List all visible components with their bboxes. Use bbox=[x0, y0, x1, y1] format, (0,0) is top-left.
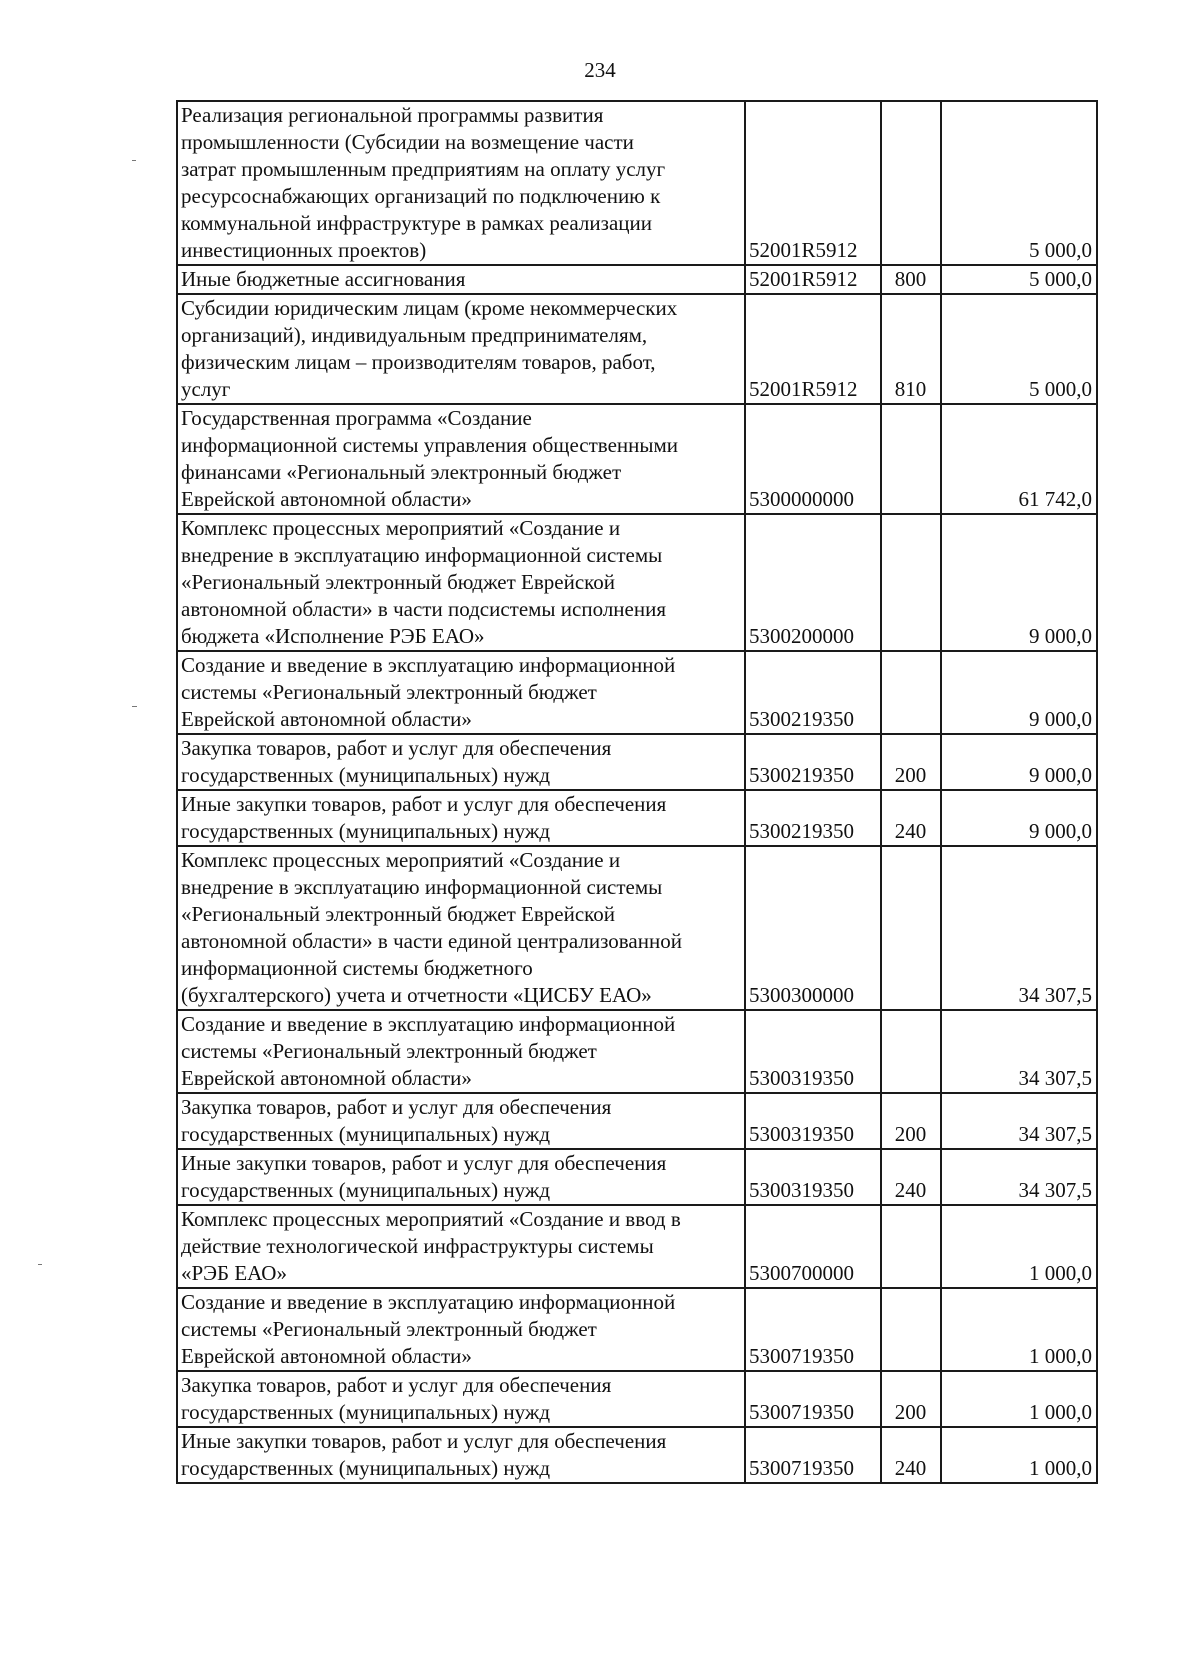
row-code-cell: 5300219350 bbox=[745, 651, 881, 734]
row-name-cell: Иные закупки товаров, работ и услуг для обеспечения государственных (муниципальных) нужд bbox=[177, 790, 745, 846]
row-expense-type-cell bbox=[881, 1010, 941, 1093]
row-code-cell: 5300300000 bbox=[745, 846, 881, 1010]
table-row bbox=[177, 790, 1097, 846]
row-code-cell: 52001R5912 bbox=[745, 101, 881, 265]
row-expense-type-cell bbox=[881, 651, 941, 734]
row-amount-cell: 1 000,0 bbox=[941, 1427, 1097, 1483]
row-name-cell: Создание и введение в эксплуатацию информационной системы «Региональный электронный бюджет Еврейской автономной области» bbox=[177, 1010, 745, 1093]
row-name-cell: Реализация региональной программы развития промышленности (Субсидии на возмещение части затрат промышленным предприятиям на оплату услуг ресурсоснабжающих организаций по подключению к коммунальной инфраструктуре в рамках реализации инвестиционных проектов) bbox=[177, 101, 745, 265]
row-amount-cell: 34 307,5 bbox=[941, 1149, 1097, 1205]
row-expense-type-cell bbox=[881, 1288, 941, 1371]
table-row bbox=[177, 1205, 1097, 1288]
table-row bbox=[177, 265, 1097, 294]
table-row bbox=[177, 1093, 1097, 1149]
row-code-cell: 5300719350 bbox=[745, 1371, 881, 1427]
row-expense-type-cell: 200 bbox=[881, 1093, 941, 1149]
row-amount-cell: 1 000,0 bbox=[941, 1205, 1097, 1288]
row-expense-type-cell: 200 bbox=[881, 734, 941, 790]
row-expense-type-cell bbox=[881, 846, 941, 1010]
row-amount-cell: 9 000,0 bbox=[941, 734, 1097, 790]
row-code-cell: 5300219350 bbox=[745, 734, 881, 790]
table-row bbox=[177, 846, 1097, 1010]
row-expense-type-cell: 200 bbox=[881, 1371, 941, 1427]
row-amount-cell: 9 000,0 bbox=[941, 790, 1097, 846]
row-code-cell: 5300319350 bbox=[745, 1093, 881, 1149]
row-expense-type-cell: 240 bbox=[881, 1427, 941, 1483]
row-name-cell: Комплекс процессных мероприятий «Создание и ввод в действие технологической инфраструктуры системы «РЭБ ЕАО» bbox=[177, 1205, 745, 1288]
row-code-cell: 52001R5912 bbox=[745, 294, 881, 404]
row-amount-cell: 9 000,0 bbox=[941, 651, 1097, 734]
row-name-cell: Создание и введение в эксплуатацию информационной системы «Региональный электронный бюджет Еврейской автономной области» bbox=[177, 1288, 745, 1371]
row-expense-type-cell bbox=[881, 514, 941, 651]
table-row bbox=[177, 651, 1097, 734]
row-name-cell: Государственная программа «Создание информационной системы управления общественными финансами «Региональный электронный бюджет Еврейской автономной области» bbox=[177, 404, 745, 514]
row-code-cell: 5300700000 bbox=[745, 1205, 881, 1288]
row-amount-cell: 61 742,0 bbox=[941, 404, 1097, 514]
row-expense-type-cell bbox=[881, 1205, 941, 1288]
row-amount-cell: 34 307,5 bbox=[941, 1093, 1097, 1149]
row-expense-type-cell: 240 bbox=[881, 1149, 941, 1205]
row-code-cell: 5300000000 bbox=[745, 404, 881, 514]
row-amount-cell: 1 000,0 bbox=[941, 1288, 1097, 1371]
scan-speck bbox=[38, 1264, 42, 1265]
table-row bbox=[177, 1010, 1097, 1093]
row-code-cell: 5300719350 bbox=[745, 1288, 881, 1371]
row-name-cell: Комплекс процессных мероприятий «Создание и внедрение в эксплуатацию информационной системы «Региональный электронный бюджет Еврейской автономной области» в части единой централизованной информационной системы бюджетного (бухгалтерского) учета и отчетности «ЦИСБУ ЕАО» bbox=[177, 846, 745, 1010]
row-amount-cell: 5 000,0 bbox=[941, 265, 1097, 294]
table-row bbox=[177, 1149, 1097, 1205]
row-expense-type-cell: 800 bbox=[881, 265, 941, 294]
row-code-cell: 5300219350 bbox=[745, 790, 881, 846]
row-code-cell: 5300319350 bbox=[745, 1010, 881, 1093]
row-code-cell: 5300719350 bbox=[745, 1427, 881, 1483]
page-number: 234 bbox=[584, 58, 616, 82]
table-row bbox=[177, 1427, 1097, 1483]
row-code-cell: 5300319350 bbox=[745, 1149, 881, 1205]
row-name-cell: Иные бюджетные ассигнования bbox=[177, 265, 745, 294]
row-name-cell: Закупка товаров, работ и услуг для обеспечения государственных (муниципальных) нужд bbox=[177, 734, 745, 790]
scan-speck bbox=[132, 160, 136, 161]
scan-speck bbox=[132, 706, 137, 707]
row-name-cell: Иные закупки товаров, работ и услуг для обеспечения государственных (муниципальных) нужд bbox=[177, 1427, 745, 1483]
row-amount-cell: 5 000,0 bbox=[941, 294, 1097, 404]
row-name-cell: Иные закупки товаров, работ и услуг для обеспечения государственных (муниципальных) нужд bbox=[177, 1149, 745, 1205]
table-row bbox=[177, 514, 1097, 651]
row-expense-type-cell: 810 bbox=[881, 294, 941, 404]
row-name-cell: Закупка товаров, работ и услуг для обеспечения государственных (муниципальных) нужд bbox=[177, 1093, 745, 1149]
row-code-cell: 52001R5912 bbox=[745, 265, 881, 294]
row-expense-type-cell bbox=[881, 404, 941, 514]
budget-table bbox=[176, 100, 1098, 1484]
table-row bbox=[177, 101, 1097, 265]
budget-table-body bbox=[177, 101, 1097, 1483]
row-amount-cell: 9 000,0 bbox=[941, 514, 1097, 651]
row-amount-cell: 1 000,0 bbox=[941, 1371, 1097, 1427]
row-amount-cell: 5 000,0 bbox=[941, 101, 1097, 265]
row-name-cell: Закупка товаров, работ и услуг для обеспечения государственных (муниципальных) нужд bbox=[177, 1371, 745, 1427]
table-row bbox=[177, 294, 1097, 404]
row-name-cell: Комплекс процессных мероприятий «Создание и внедрение в эксплуатацию информационной системы «Региональный электронный бюджет Еврейской автономной области» в части подсистемы исполнения бюджета «Исполнение РЭБ ЕАО» bbox=[177, 514, 745, 651]
table-row bbox=[177, 734, 1097, 790]
row-expense-type-cell bbox=[881, 101, 941, 265]
row-amount-cell: 34 307,5 bbox=[941, 1010, 1097, 1093]
table-row bbox=[177, 1288, 1097, 1371]
table-row bbox=[177, 1371, 1097, 1427]
row-name-cell: Субсидии юридическим лицам (кроме некоммерческих организаций), индивидуальным предпринимателям, физическим лицам – производителям товаров, работ, услуг bbox=[177, 294, 745, 404]
row-code-cell: 5300200000 bbox=[745, 514, 881, 651]
table-row bbox=[177, 404, 1097, 514]
row-amount-cell: 34 307,5 bbox=[941, 846, 1097, 1010]
row-expense-type-cell: 240 bbox=[881, 790, 941, 846]
row-name-cell: Создание и введение в эксплуатацию информационной системы «Региональный электронный бюджет Еврейской автономной области» bbox=[177, 651, 745, 734]
